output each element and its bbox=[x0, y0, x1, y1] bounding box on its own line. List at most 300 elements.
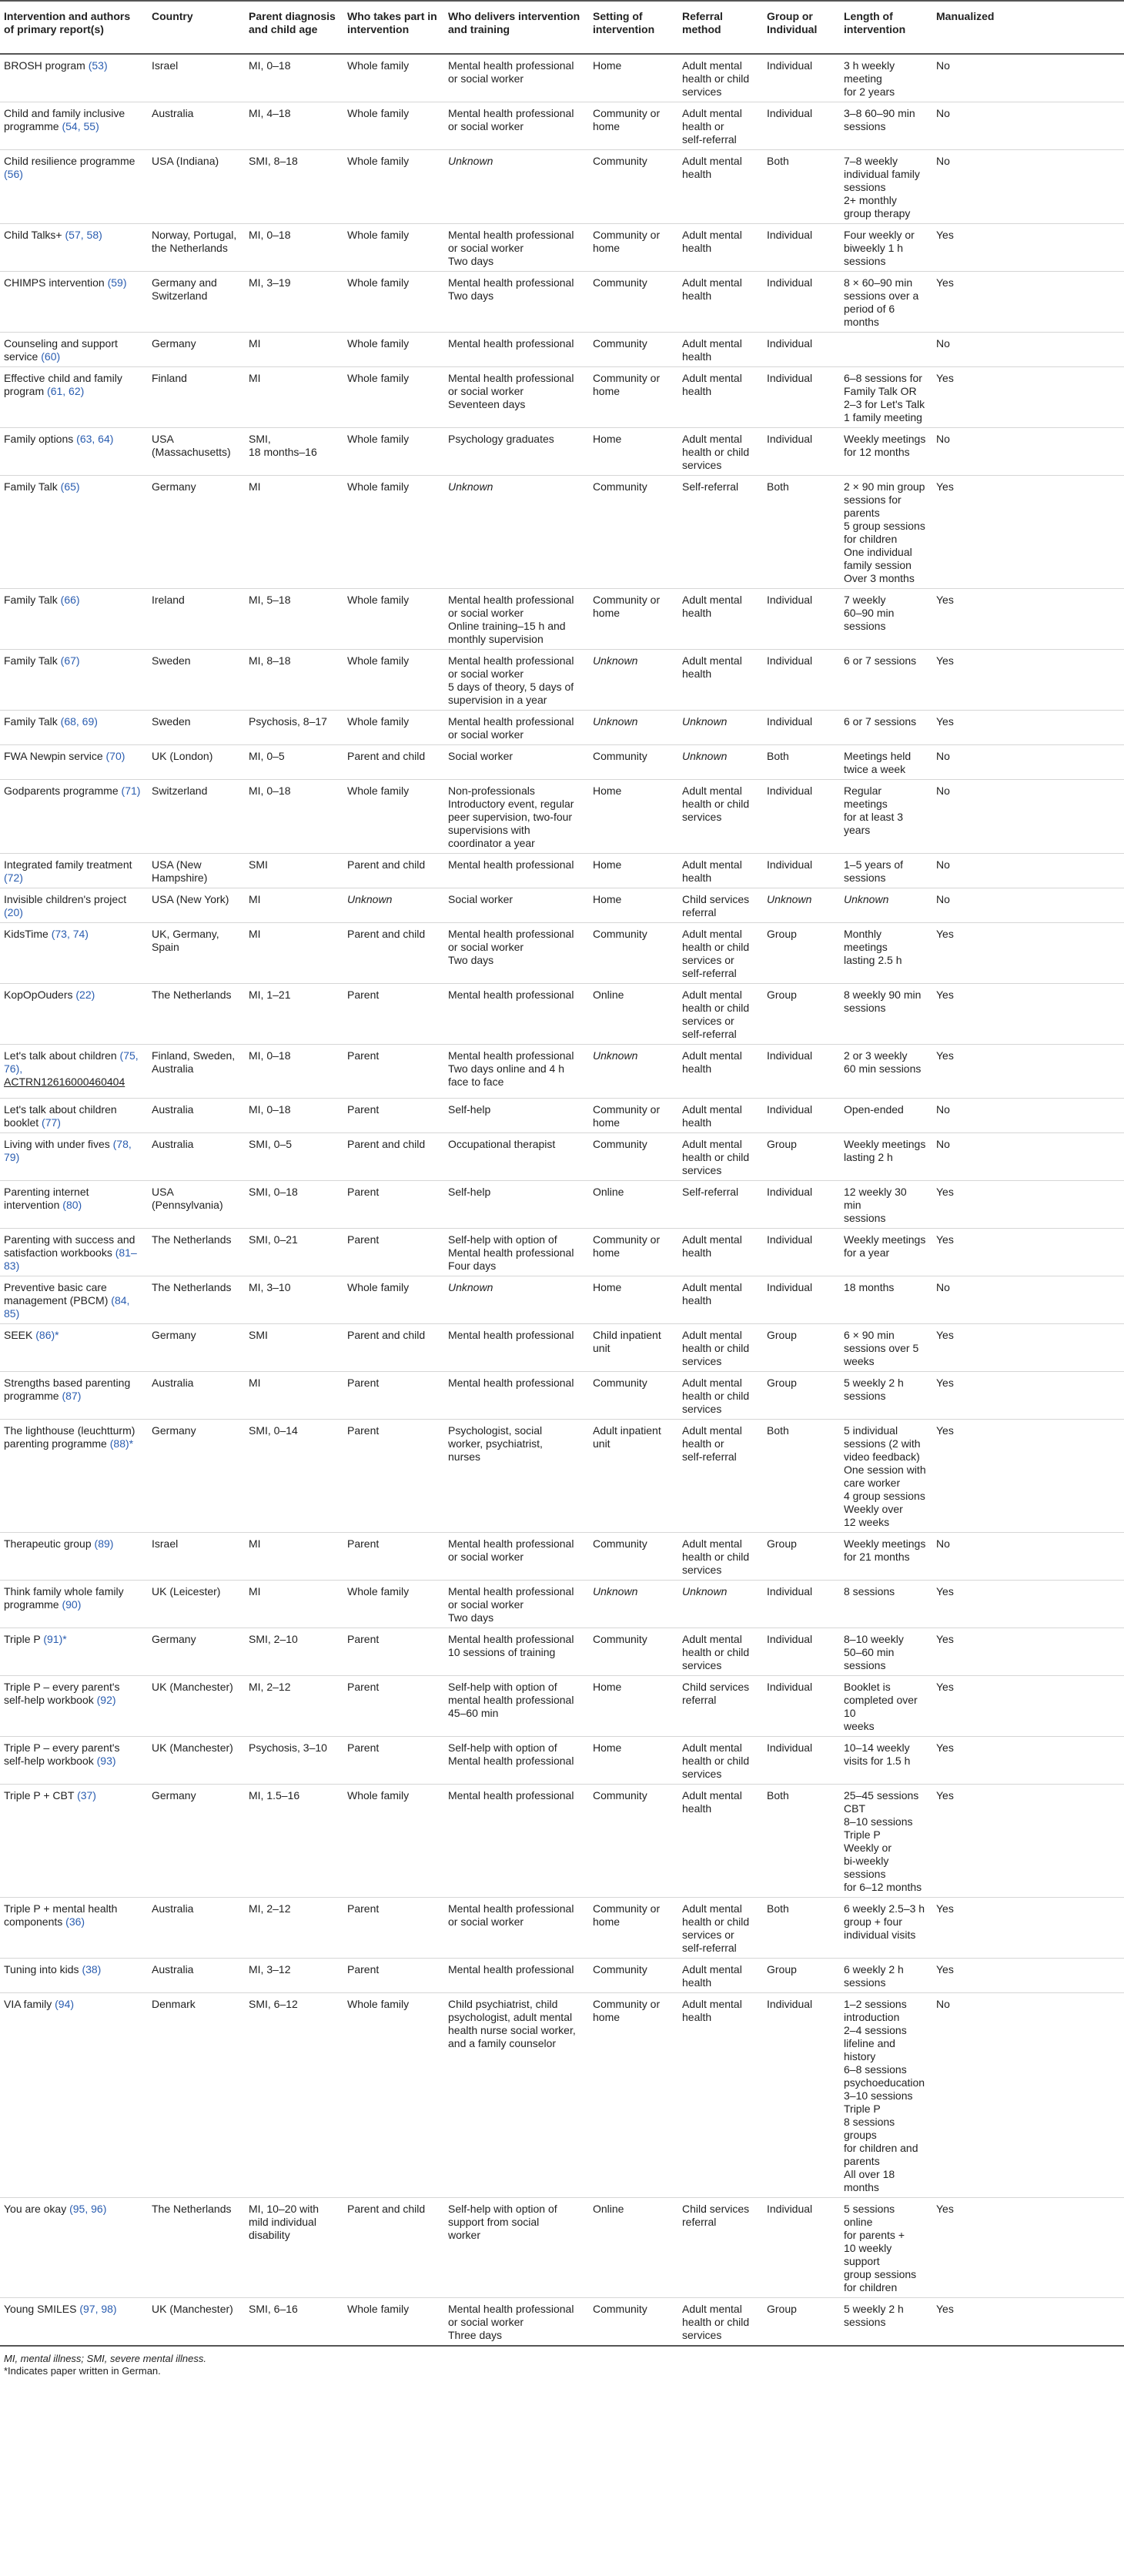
trial-registration-link[interactable]: ACTRN12616000460404 bbox=[4, 1076, 125, 1088]
referral-cell bbox=[678, 1959, 763, 1993]
country-cell-line: Denmark bbox=[152, 1998, 196, 2010]
setting-cell-line: home bbox=[593, 242, 621, 254]
referral-cell-line: health bbox=[682, 1976, 712, 1989]
length-cell-line: 12 weeks bbox=[844, 1516, 890, 1528]
length-cell bbox=[840, 923, 932, 984]
referral-cell-line: Adult mental bbox=[682, 1103, 742, 1116]
referral-cell bbox=[678, 150, 763, 224]
intervention-name: KidsTime bbox=[4, 928, 49, 940]
intervention-cell bbox=[0, 1628, 148, 1676]
reference-link[interactable]: (90) bbox=[62, 1598, 82, 1611]
reference-link[interactable]: (80) bbox=[62, 1199, 82, 1211]
diagnosis-cell bbox=[245, 1676, 343, 1737]
country-cell bbox=[148, 1181, 245, 1229]
intervention-cell bbox=[0, 1533, 148, 1581]
header-manualized: Manualized bbox=[932, 1, 1124, 54]
group-cell: Individual bbox=[763, 224, 840, 272]
referral-cell-line: health or child bbox=[682, 798, 750, 810]
delivery-cell-line: Self-help with option of bbox=[448, 2203, 557, 2215]
referral-cell-line: Adult mental bbox=[682, 107, 742, 119]
participants-cell: Parent bbox=[343, 1959, 444, 1993]
setting-cell bbox=[589, 1181, 678, 1229]
group-cell: Individual bbox=[763, 589, 840, 650]
table-row bbox=[0, 1229, 1124, 1276]
length-cell-line: sessions bbox=[844, 120, 886, 132]
group-cell: Individual bbox=[763, 1045, 840, 1099]
participants-cell: Whole family bbox=[343, 780, 444, 854]
reference-link[interactable]: (88)* bbox=[109, 1437, 134, 1450]
table-row bbox=[0, 589, 1124, 650]
referral-cell-line: Adult mental bbox=[682, 2303, 742, 2315]
setting-cell-line: Home bbox=[593, 1681, 622, 1693]
table-row bbox=[0, 1099, 1124, 1133]
reference-link[interactable]: (78, 79) bbox=[4, 1138, 132, 1163]
group-cell: Unknown bbox=[763, 888, 840, 923]
diagnosis-cell bbox=[245, 854, 343, 888]
delivery-cell bbox=[444, 1324, 589, 1372]
length-cell-line: Weekly meetings bbox=[844, 433, 926, 445]
reference-link[interactable]: (91)* bbox=[43, 1633, 67, 1645]
manualized-cell: Yes bbox=[932, 272, 1124, 333]
intervention-name: Think family whole family programme bbox=[4, 1585, 124, 1611]
setting-cell bbox=[589, 984, 678, 1045]
referral-cell-line: services bbox=[682, 1659, 722, 1671]
delivery-cell-line: or social worker bbox=[448, 607, 524, 619]
setting-cell bbox=[589, 1533, 678, 1581]
intervention-cell bbox=[0, 854, 148, 888]
length-cell-line: Regular meetings bbox=[844, 785, 888, 810]
length-cell-line: 5 individual bbox=[844, 1424, 898, 1437]
setting-cell-line: Community bbox=[593, 750, 647, 762]
manualized-cell: Yes bbox=[932, 984, 1124, 1045]
manualized-cell: No bbox=[932, 888, 1124, 923]
intervention-cell bbox=[0, 984, 148, 1045]
table-row bbox=[0, 1898, 1124, 1959]
country-cell bbox=[148, 1099, 245, 1133]
intervention-cell bbox=[0, 333, 148, 367]
delivery-cell-line: Mental health professional bbox=[448, 276, 574, 289]
setting-cell bbox=[589, 1676, 678, 1737]
intervention-cell bbox=[0, 1099, 148, 1133]
referral-cell-line: self-referral bbox=[682, 1028, 737, 1040]
referral-cell bbox=[678, 1737, 763, 1785]
length-cell-line: sessions bbox=[844, 181, 886, 193]
referral-cell-line: Adult mental bbox=[682, 229, 742, 241]
length-cell-line: Weekly meetings bbox=[844, 1537, 926, 1550]
header-group-individual: Group or Individual bbox=[763, 1, 840, 54]
length-cell-line: 8–10 weekly bbox=[844, 1633, 904, 1645]
country-cell-line: UK (Leicester) bbox=[152, 1585, 221, 1597]
reference-link[interactable]: (22) bbox=[75, 989, 95, 1001]
length-cell-line: 25–45 sessions bbox=[844, 1789, 919, 1802]
reference-link[interactable]: (86)* bbox=[35, 1329, 59, 1341]
length-cell-line: 3–10 sessions bbox=[844, 2089, 913, 2102]
length-cell-line: period of 6 months bbox=[844, 303, 895, 328]
referral-cell bbox=[678, 272, 763, 333]
header-delivery: Who delivers intervention and training bbox=[444, 1, 589, 54]
setting-cell bbox=[589, 224, 678, 272]
delivery-cell bbox=[444, 428, 589, 476]
diagnosis-cell bbox=[245, 1229, 343, 1276]
delivery-cell-line: Two days online and 4 h bbox=[448, 1062, 564, 1075]
delivery-cell bbox=[444, 1276, 589, 1324]
country-cell-line: (Massachusetts) bbox=[152, 446, 231, 458]
delivery-cell-line: Self-help with option of bbox=[448, 1741, 557, 1754]
diagnosis-cell-line: SMI, 0–18 bbox=[249, 1186, 298, 1198]
setting-cell-line: Home bbox=[593, 1281, 622, 1293]
delivery-cell-line: Self-help with option of bbox=[448, 1681, 557, 1693]
country-cell bbox=[148, 589, 245, 650]
manualized-cell: No bbox=[932, 854, 1124, 888]
delivery-cell-line: 45–60 min bbox=[448, 1707, 499, 1719]
diagnosis-cell-line: MI bbox=[249, 893, 261, 905]
table-row bbox=[0, 854, 1124, 888]
referral-cell bbox=[678, 589, 763, 650]
setting-cell-line: Home bbox=[593, 1741, 622, 1754]
intervention-name: Let's talk about children bbox=[4, 1049, 117, 1062]
referral-cell-line: Adult mental bbox=[682, 1963, 742, 1975]
reference-link[interactable]: (87) bbox=[62, 1390, 82, 1402]
setting-cell-line: Community bbox=[593, 1138, 647, 1150]
reference-link[interactable]: (56) bbox=[4, 168, 23, 180]
reference-link[interactable]: (93) bbox=[96, 1755, 116, 1767]
diagnosis-cell-line: MI bbox=[249, 1537, 261, 1550]
referral-cell-line: health or child bbox=[682, 2316, 750, 2328]
header-participants: Who takes part in intervention bbox=[343, 1, 444, 54]
referral-cell bbox=[678, 428, 763, 476]
diagnosis-cell-line: MI, 1–21 bbox=[249, 989, 291, 1001]
referral-cell-line: Adult mental bbox=[682, 337, 742, 350]
intervention-name: Triple P + CBT bbox=[4, 1789, 75, 1802]
diagnosis-cell-line: MI bbox=[249, 1585, 261, 1597]
country-cell-line: Hampshire) bbox=[152, 871, 208, 884]
referral-cell-line: services or bbox=[682, 1929, 734, 1941]
referral-cell bbox=[678, 1785, 763, 1898]
reference-link[interactable]: (59) bbox=[107, 276, 127, 289]
diagnosis-cell bbox=[245, 1181, 343, 1229]
length-cell bbox=[840, 1133, 932, 1181]
referral-cell-line: health or child bbox=[682, 1915, 750, 1928]
reference-link[interactable]: (68, 69) bbox=[60, 715, 98, 728]
referral-cell-line: Adult mental bbox=[682, 928, 742, 940]
delivery-cell-line: Psychologist, social bbox=[448, 1424, 543, 1437]
manualized-cell: No bbox=[932, 1993, 1124, 2198]
intervention-cell bbox=[0, 1420, 148, 1533]
delivery-cell-line: Mental health professional bbox=[448, 372, 574, 384]
country-cell bbox=[148, 780, 245, 854]
country-cell bbox=[148, 745, 245, 780]
country-cell-line: USA (Pennsylvania) bbox=[152, 1186, 223, 1211]
table-row bbox=[0, 224, 1124, 272]
intervention-name: Triple P – every parent's self-help workbook bbox=[4, 1741, 120, 1767]
length-cell-line: 8 × 60–90 min bbox=[844, 276, 913, 289]
reference-link[interactable]: (73, 74) bbox=[51, 928, 89, 940]
delivery-cell bbox=[444, 711, 589, 745]
country-cell bbox=[148, 984, 245, 1045]
group-cell: Group bbox=[763, 1372, 840, 1420]
participants-cell: Parent bbox=[343, 1737, 444, 1785]
country-cell-line: UK, Germany, Spain bbox=[152, 928, 219, 953]
diagnosis-cell bbox=[245, 1099, 343, 1133]
delivery-cell-line: or social worker bbox=[448, 242, 524, 254]
intervention-name: Triple P + mental health components bbox=[4, 1902, 118, 1928]
referral-cell-line: Unknown bbox=[682, 750, 728, 762]
diagnosis-cell bbox=[245, 1581, 343, 1628]
setting-cell bbox=[589, 923, 678, 984]
length-cell-line: sessions bbox=[844, 1659, 886, 1671]
intervention-cell bbox=[0, 224, 148, 272]
referral-cell bbox=[678, 1324, 763, 1372]
setting-cell-line: home bbox=[593, 385, 621, 397]
reference-link[interactable]: (37) bbox=[77, 1789, 96, 1802]
reference-link[interactable]: (84, 85) bbox=[4, 1294, 130, 1320]
referral-cell-line: health or child bbox=[682, 1390, 750, 1402]
setting-cell-line: Community bbox=[593, 2303, 647, 2315]
group-cell: Individual bbox=[763, 102, 840, 150]
country-cell bbox=[148, 333, 245, 367]
reference-link[interactable]: (61, 62) bbox=[47, 385, 85, 397]
country-cell-line: Australia bbox=[152, 1103, 194, 1116]
diagnosis-cell bbox=[245, 1737, 343, 1785]
reference-link[interactable]: (38) bbox=[82, 1963, 102, 1975]
reference-link[interactable]: (67) bbox=[60, 654, 80, 667]
manualized-cell: No bbox=[932, 1533, 1124, 1581]
delivery-cell-line: Mental health professional bbox=[448, 107, 574, 119]
delivery-cell bbox=[444, 984, 589, 1045]
setting-cell-line: Community bbox=[593, 337, 647, 350]
diagnosis-cell-line: MI bbox=[249, 1377, 261, 1389]
setting-cell-line: home bbox=[593, 1116, 621, 1129]
delivery-cell-line: Mental health professional bbox=[448, 337, 574, 350]
intervention-name: KopOpOuders bbox=[4, 989, 73, 1001]
length-cell-line: Weekly meetings bbox=[844, 1233, 926, 1246]
reference-link[interactable]: (20) bbox=[4, 906, 23, 918]
group-cell: Group bbox=[763, 1133, 840, 1181]
length-cell bbox=[840, 1737, 932, 1785]
reference-link[interactable]: (97, 98) bbox=[79, 2303, 117, 2315]
length-cell-line: Open-ended bbox=[844, 1103, 904, 1116]
setting-cell bbox=[589, 1737, 678, 1785]
length-cell-line: sessions (2 with bbox=[844, 1437, 921, 1450]
reference-link[interactable]: (71) bbox=[121, 785, 141, 797]
referral-cell-line: health bbox=[682, 350, 712, 363]
manualized-cell: Yes bbox=[932, 1676, 1124, 1737]
length-cell-line: sessions bbox=[844, 1002, 886, 1014]
length-cell bbox=[840, 1276, 932, 1324]
setting-cell bbox=[589, 745, 678, 780]
intervention-name: Strengths based parenting programme bbox=[4, 1377, 131, 1402]
reference-link[interactable]: (57, 58) bbox=[65, 229, 102, 241]
reference-link[interactable]: (75, 76), bbox=[4, 1049, 139, 1075]
intervention-cell bbox=[0, 1372, 148, 1420]
delivery-cell-line: or social worker bbox=[448, 2316, 524, 2328]
participants-cell: Whole family bbox=[343, 650, 444, 711]
reference-link[interactable]: (70) bbox=[105, 750, 125, 762]
length-cell-line: individual visits bbox=[844, 1929, 916, 1941]
referral-cell bbox=[678, 54, 763, 102]
participants-cell: Whole family bbox=[343, 2298, 444, 2347]
country-cell-line: UK (Manchester) bbox=[152, 1741, 233, 1754]
reference-link[interactable]: (53) bbox=[88, 59, 108, 72]
manualized-cell: Yes bbox=[932, 589, 1124, 650]
intervention-cell bbox=[0, 1959, 148, 1993]
referral-cell bbox=[678, 1676, 763, 1737]
participants-cell: Parent bbox=[343, 1229, 444, 1276]
reference-link[interactable]: (94) bbox=[55, 1998, 75, 2010]
length-cell bbox=[840, 476, 932, 589]
delivery-cell-line: Unknown bbox=[448, 155, 493, 167]
country-cell bbox=[148, 102, 245, 150]
length-cell bbox=[840, 1324, 932, 1372]
reference-link[interactable]: (92) bbox=[96, 1694, 116, 1706]
referral-cell-line: health bbox=[682, 1802, 712, 1815]
delivery-cell-line: mental health professional bbox=[448, 1694, 574, 1706]
length-cell-line: for a year bbox=[844, 1246, 890, 1259]
table-body bbox=[0, 54, 1124, 2346]
intervention-name: Therapeutic group bbox=[4, 1537, 92, 1550]
diagnosis-cell bbox=[245, 54, 343, 102]
setting-cell bbox=[589, 476, 678, 589]
intervention-cell bbox=[0, 1045, 148, 1099]
participants-cell: Parent bbox=[343, 1099, 444, 1133]
setting-cell-line: Unknown bbox=[593, 654, 638, 667]
length-cell-line: 2–4 sessions bbox=[844, 2024, 907, 2036]
participants-cell: Parent and child bbox=[343, 1324, 444, 1372]
delivery-cell-line: Mental health professional bbox=[448, 594, 574, 606]
length-cell-line: 6 × 90 min bbox=[844, 1329, 895, 1341]
length-cell-line: 10 weekly support bbox=[844, 2242, 892, 2267]
referral-cell-line: health or bbox=[682, 1437, 724, 1450]
manualized-cell: Yes bbox=[932, 923, 1124, 984]
setting-cell-line: Home bbox=[593, 785, 622, 797]
reference-link[interactable]: (66) bbox=[60, 594, 80, 606]
length-cell-line: sessions bbox=[844, 1212, 886, 1224]
length-cell-line: group therapy bbox=[844, 207, 911, 219]
delivery-cell bbox=[444, 1045, 589, 1099]
length-cell-line: introduction bbox=[844, 2011, 900, 2023]
table-row bbox=[0, 1420, 1124, 1533]
table-row bbox=[0, 1372, 1124, 1420]
length-cell bbox=[840, 745, 932, 780]
country-cell-line: Finland bbox=[152, 372, 187, 384]
reference-link[interactable]: (81–83) bbox=[4, 1246, 137, 1272]
reference-link[interactable]: (60) bbox=[41, 350, 61, 363]
header-setting: Setting of intervention bbox=[589, 1, 678, 54]
country-cell bbox=[148, 428, 245, 476]
length-cell-line: for children bbox=[844, 533, 898, 545]
manualized-cell: Yes bbox=[932, 1324, 1124, 1372]
country-cell-line: Australia bbox=[152, 1377, 194, 1389]
length-cell bbox=[840, 1045, 932, 1099]
delivery-cell bbox=[444, 102, 589, 150]
referral-cell bbox=[678, 224, 763, 272]
length-cell-line: CBT bbox=[844, 1802, 865, 1815]
referral-cell-line: self-referral bbox=[682, 1450, 737, 1463]
diagnosis-cell-line: SMI bbox=[249, 1329, 268, 1341]
manualized-cell: Yes bbox=[932, 1420, 1124, 1533]
country-cell-line: Germany and bbox=[152, 276, 217, 289]
length-cell-line: Unknown bbox=[844, 893, 889, 905]
delivery-cell-line: supervisions with bbox=[448, 824, 530, 836]
setting-cell-line: Unknown bbox=[593, 715, 638, 728]
group-cell: Individual bbox=[763, 1581, 840, 1628]
table-row bbox=[0, 2198, 1124, 2298]
participants-cell: Whole family bbox=[343, 711, 444, 745]
delivery-cell-line: and a family counselor bbox=[448, 2037, 557, 2049]
table-row bbox=[0, 745, 1124, 780]
length-cell-line: Triple P bbox=[844, 2103, 881, 2115]
length-cell bbox=[840, 780, 932, 854]
reference-link[interactable]: (36) bbox=[65, 1915, 85, 1928]
length-cell-line: weeks bbox=[844, 1355, 875, 1367]
setting-cell-line: Online bbox=[593, 1186, 624, 1198]
length-cell-line: twice a week bbox=[844, 763, 906, 775]
country-cell-line: USA (Indiana) bbox=[152, 155, 219, 167]
length-cell-line: parents bbox=[844, 2155, 880, 2167]
length-cell bbox=[840, 1993, 932, 2198]
participants-cell: Whole family bbox=[343, 54, 444, 102]
setting-cell bbox=[589, 1229, 678, 1276]
reference-link[interactable]: (72) bbox=[4, 871, 23, 884]
reference-link[interactable]: (65) bbox=[60, 480, 80, 493]
intervention-cell bbox=[0, 589, 148, 650]
length-cell-line: lifeline and history bbox=[844, 2037, 895, 2062]
diagnosis-cell bbox=[245, 780, 343, 854]
country-cell bbox=[148, 1276, 245, 1324]
intervention-name: Effective child and family program bbox=[4, 372, 122, 397]
manualized-cell: Yes bbox=[932, 1737, 1124, 1785]
length-cell-line: sessions bbox=[844, 255, 886, 267]
setting-cell-line: Community or bbox=[593, 1233, 661, 1246]
diagnosis-cell bbox=[245, 888, 343, 923]
length-cell-line: 8–10 sessions bbox=[844, 1815, 913, 1828]
reference-link[interactable]: (77) bbox=[42, 1116, 61, 1129]
intervention-cell bbox=[0, 1785, 148, 1898]
length-cell-line: psychoeducation bbox=[844, 2076, 925, 2089]
referral-cell-line: health bbox=[682, 871, 712, 884]
referral-cell-line: Child services bbox=[682, 2203, 750, 2215]
referral-cell-line: Adult mental bbox=[682, 858, 742, 871]
diagnosis-cell-line: SMI, 0–14 bbox=[249, 1424, 298, 1437]
length-cell-line: for 6–12 months bbox=[844, 1881, 922, 1893]
referral-cell-line: Adult mental bbox=[682, 276, 742, 289]
delivery-cell-line: or social worker bbox=[448, 667, 524, 680]
referral-cell-line: health bbox=[682, 242, 712, 254]
group-cell: Individual bbox=[763, 1993, 840, 2198]
reference-link[interactable]: (89) bbox=[94, 1537, 114, 1550]
delivery-cell-line: Mental health professional bbox=[448, 1963, 574, 1975]
delivery-cell-line: Self-help bbox=[448, 1103, 491, 1116]
reference-link[interactable]: (54, 55) bbox=[62, 120, 99, 132]
intervention-cell bbox=[0, 1324, 148, 1372]
delivery-cell bbox=[444, 854, 589, 888]
length-cell bbox=[840, 1676, 932, 1737]
intervention-name: Triple P bbox=[4, 1633, 41, 1645]
delivery-cell-line: peer supervision, two-four bbox=[448, 811, 573, 823]
length-cell-line: 6 or 7 sessions bbox=[844, 715, 917, 728]
reference-link[interactable]: (63, 64) bbox=[76, 433, 114, 445]
country-cell bbox=[148, 272, 245, 333]
reference-link[interactable]: (95, 96) bbox=[69, 2203, 107, 2215]
delivery-cell-line: Unknown bbox=[448, 480, 493, 493]
length-cell-line: visits for 1.5 h bbox=[844, 1755, 911, 1767]
setting-cell-line: Community or bbox=[593, 1103, 661, 1116]
referral-cell-line: self-referral bbox=[682, 133, 737, 146]
diagnosis-cell bbox=[245, 367, 343, 428]
diagnosis-cell bbox=[245, 333, 343, 367]
setting-cell-line: Online bbox=[593, 2203, 624, 2215]
country-cell bbox=[148, 1993, 245, 2198]
